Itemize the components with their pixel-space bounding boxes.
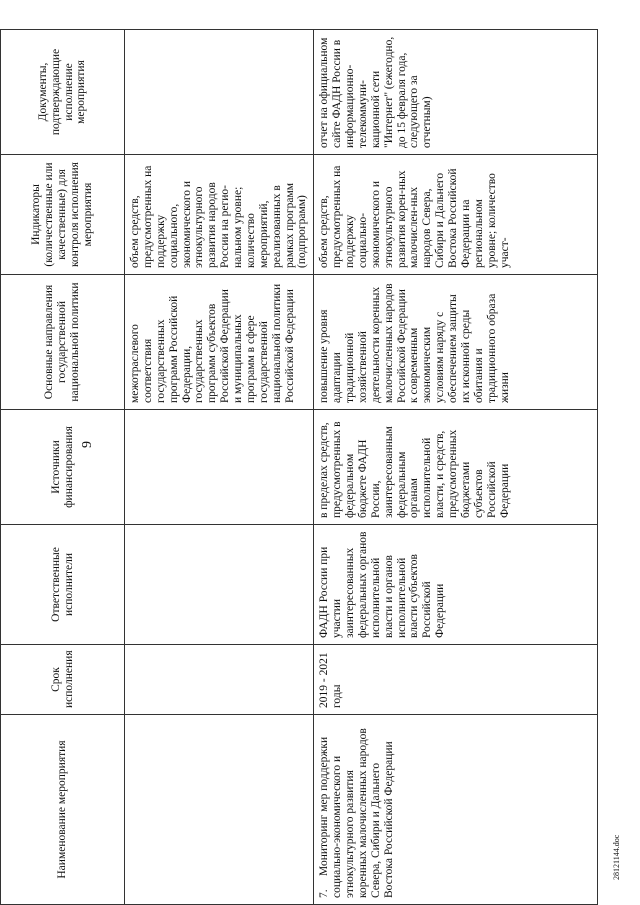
table-row-continued	[125, 30, 314, 905]
cell-direction: повышение уровня адаптации традиционной хозяйственной деятельности коренных малочисленных народов Российской Федерации к современным экономическим условиям наряду с обеспечением защиты их исконной среды обитания и традиционного образа жизни	[314, 275, 598, 410]
cell-name	[314, 715, 598, 905]
cell-term: 2019 - 2021 годы	[314, 645, 598, 715]
header-funding: Источники финансирования	[1, 410, 125, 525]
cell-direction: межотраслевого соответствия государственных программ Российской Федерации, государственных программ субъектов Российской Федерации и муниципальных программ в сфере государственной национальной политики Российской Федерации	[125, 275, 314, 410]
rotated-page	[0, 30, 570, 905]
header-row	[1, 30, 125, 905]
cell-empty	[125, 525, 314, 645]
header-documents: Документы, подтверждающие исполнение мероприятия	[1, 30, 125, 155]
table-row-7	[314, 30, 598, 905]
measures-table	[0, 29, 598, 905]
cell-document: отчет на официальном сайте ФАДН России в информационно-телекоммуни-кационной сети "Интернет" (ежегодно, до 15 февраля года, следующего за отчетным)	[314, 30, 598, 155]
header-indicators: Индикаторы (количественные или качественные) для контроля исполнения мероприятия	[1, 155, 125, 275]
cell-empty	[125, 645, 314, 715]
cell-empty	[125, 715, 314, 905]
page-number: 9	[80, 441, 95, 448]
cell-executors: ФАДН России при участии заинтересованных федеральных органов исполнительной власти и органов исполнительной власти субъектов Российской Федерации	[314, 525, 598, 645]
footer-filename: 28121144.doc	[612, 834, 621, 880]
header-executors: Ответственные исполнители	[1, 525, 125, 645]
cell-empty	[125, 410, 314, 525]
header-term: Срок исполнения	[1, 645, 125, 715]
measure-name: Мониторинг мер поддержки социально-экономического и этнокультурного развития коренных малочисленных народов Севера, Сибири и Дальнего Востока Российской Федерации	[318, 728, 395, 898]
cell-indicator: объем средств, предусмотренных на поддержку социального, экономического и этнокультурного развития народов России на регио-нальном уровне; количество мероприятий, реализованных в рамках программ (подпрограмм)	[125, 155, 314, 275]
cell-indicator: объем средств, предусмотренных на поддержку социально-экономического и этнокультурного развития корен-ных малочислен-ных народов Севера, Сибири и Дальнего Востока Российской Федерации на региональном уровне; количество участ-	[314, 155, 598, 275]
cell-empty	[125, 30, 314, 155]
header-name: Наименование мероприятия	[1, 715, 125, 905]
row-number: 7.	[318, 889, 331, 898]
header-direction: Основные направления государственной национальной политики	[1, 275, 125, 410]
cell-funding: в пределах средств, предусмотренных в федеральном бюджете ФАДН России, заинтересованным федеральным органам исполнительной власти, и средств, предусмотренных бюджетами субъектов Российской Федерации	[314, 410, 598, 525]
